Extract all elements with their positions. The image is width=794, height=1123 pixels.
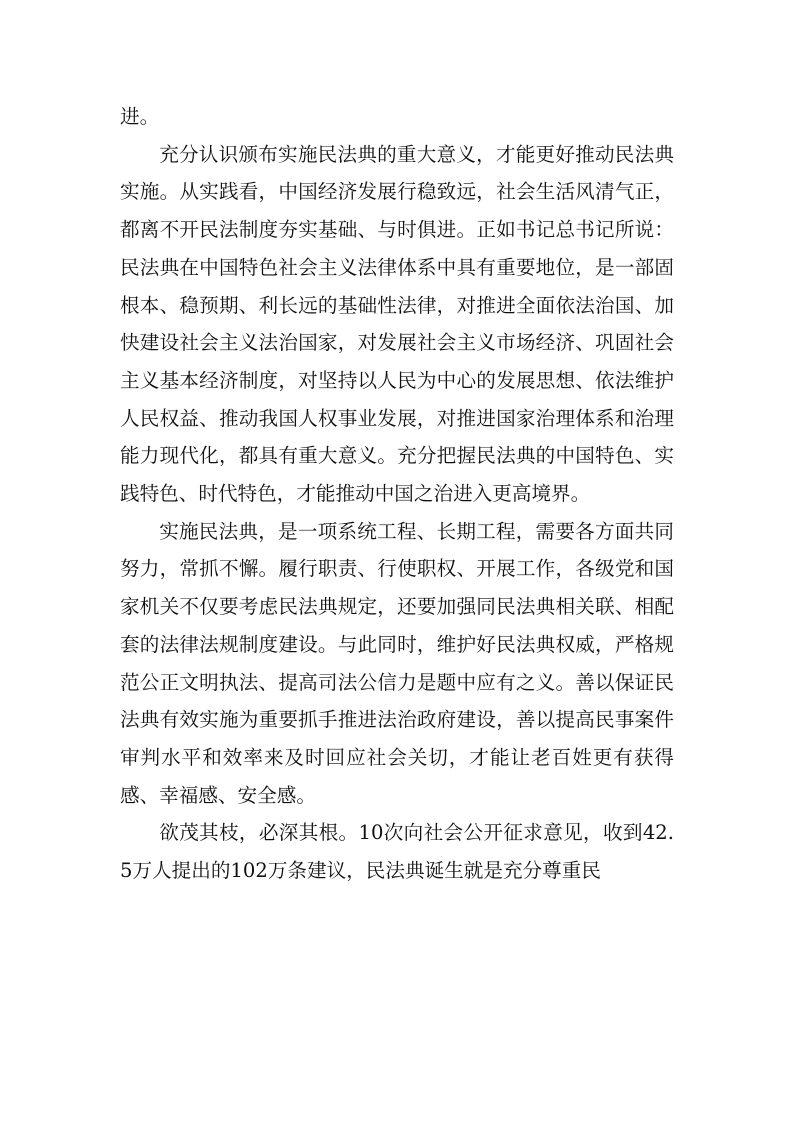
paragraph-continuation: 进。: [120, 105, 160, 128]
paragraph-implementation: 实施民法典，是一项系统工程、长期工程，需要各方面共同努力，常抓不懈。履行职责、行使职权、开展工作，各级党和国家机关不仅要考虑民法典规定，还要加强同民法典相关联、相配套的法律法规制度建设。与此同时，维护好民法典权威，严格规范公正文明执法、提高司法公信力是题中应有之义。善以保证民法典有效实施为重要抓手推进法治政府建设，善以提高民事案件审判水平和效率来及时回应社会关切，才能让老百姓更有获得感、幸福感、安全感。: [120, 519, 674, 807]
document-body: [120, 98, 674, 890]
paragraph-roots: 欲茂其枝，必深其根。10次向社会公开征求意见，收到42.5万人提出的102万条建议，民法典诞生就是充分尊重民: [120, 821, 674, 883]
paragraph-significance: 充分认识颁布实施民法典的重大意义，才能更好推动民法典实施。从实践看，中国经济发展行稳致远，社会生活风清气正，都离不开民法制度夯实基础、与时俱进。正如书记总书记所说：民法典在中国特色社会主义法律体系中具有重要地位，是一部固根本、稳预期、利长远的基础性法律，对推进全面依法治国、加快建设社会主义法治国家，对发展社会主义市场经济、巩固社会主义基本经济制度，对坚持以人民为中心的发展思想、依法维护人民权益、推动我国人权事业发展，对推进国家治理体系和治理能力现代化，都具有重大意义。充分把握民法典的中国特色、实践特色、时代特色，才能推动中国之治进入更高境界。: [120, 142, 674, 506]
